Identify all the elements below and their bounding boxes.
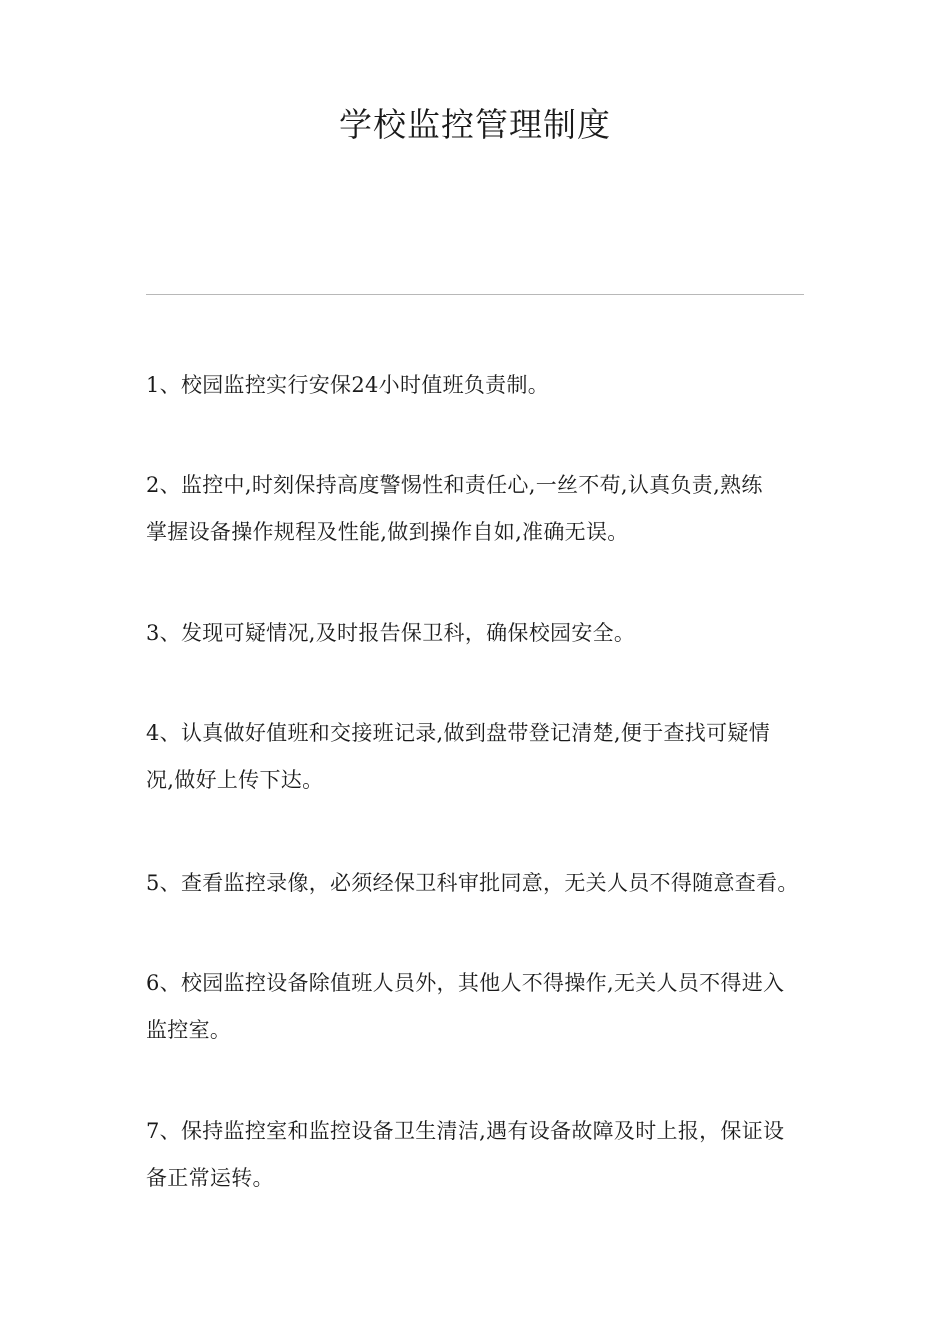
rule-item-line: 监控室。	[146, 1018, 232, 1042]
horizontal-divider	[146, 294, 804, 295]
rule-item-4	[146, 710, 810, 804]
rule-item-5	[146, 860, 810, 907]
rule-item-line: 3、发现可疑情况,及时报告保卫科，确保校园安全。	[146, 621, 636, 645]
document-title: 学校监控管理制度	[339, 105, 611, 144]
rule-item-7	[146, 1108, 810, 1202]
rule-item-line: 7、保持监控室和监控设备卫生清洁,遇有设备故障及时上报，保证设	[146, 1119, 785, 1143]
rule-item-2	[146, 462, 810, 556]
rule-item-line: 况,做好上传下达。	[146, 768, 324, 792]
rule-item-line: 2、监控中,时刻保持高度警惕性和责任心,一丝不苟,认真负责,熟练	[146, 473, 763, 497]
rule-item-6	[146, 960, 810, 1054]
rule-item-line: 6、校园监控设备除值班人员外，其他人不得操作,无关人员不得进入	[146, 971, 785, 995]
rule-item-line: 掌握设备操作规程及性能,做到操作自如,准确无误。	[146, 520, 629, 544]
rule-item-line: 4、认真做好值班和交接班记录,做到盘带登记清楚,便于查找可疑情	[146, 721, 771, 745]
rule-item-1	[146, 362, 810, 409]
rule-item-3	[146, 610, 810, 657]
rule-item-line: 5、查看监控录像，必须经保卫科审批同意，无关人员不得随意查看。	[146, 871, 799, 895]
rule-item-line: 1、校园监控实行安保24小时值班负责制。	[146, 373, 550, 397]
rule-item-line: 备正常运转。	[146, 1166, 274, 1190]
